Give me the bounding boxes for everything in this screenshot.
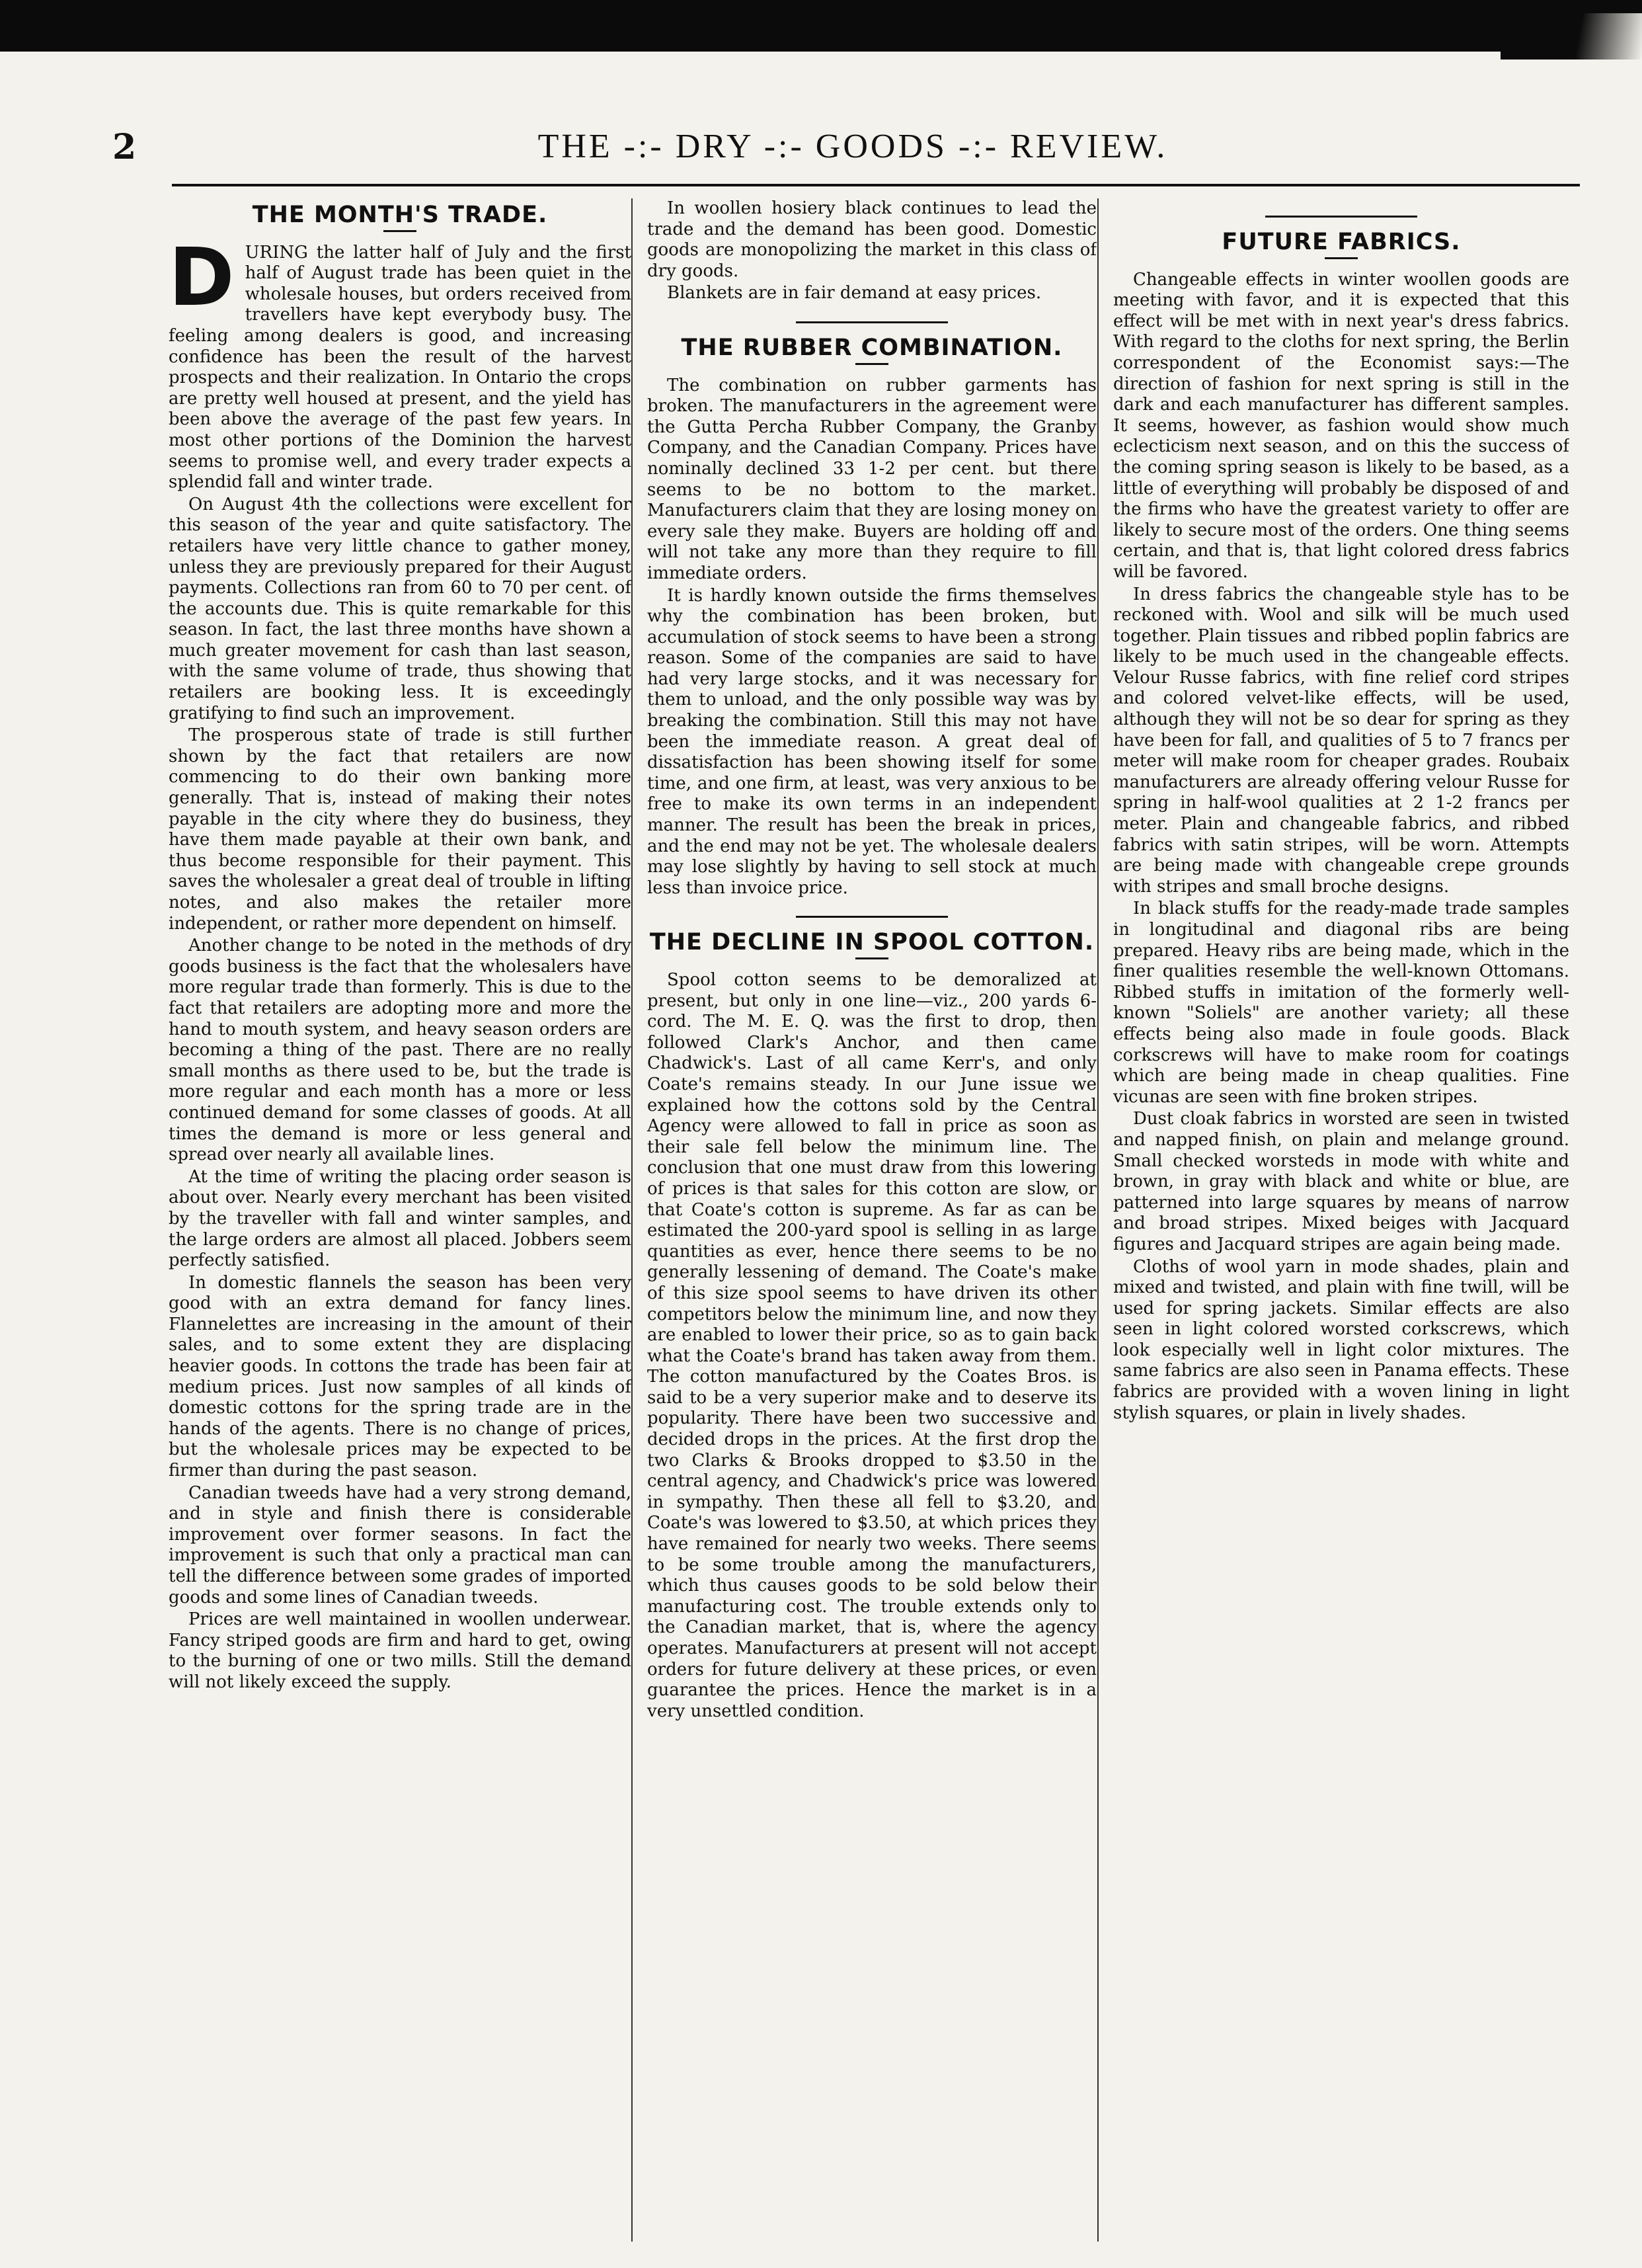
- paragraph: DURING the latter half of July and the first half of August trade has been quiet in the wholesale houses, but orders received from travellers have kept everybody busy. The feeling among dealers is good, and increasing confidence has been the result of the harvest prospects and their realization. In Ontario the crops are pretty well housed at present, and the yield has been above the average of the past few years. In most other portions of the Dominion the harvest seems to promise well, and every trader expects a splendid fall and winter trade.: [169, 231, 631, 493]
- section-separator: [796, 321, 948, 323]
- section-separator: [796, 916, 948, 918]
- paragraph: The prosperous state of trade is still further shown by the fact that retailers are now commencing to do their own banking more generally. That is, instead of making their notes payable in the city where they do business, they have them made payable at their own bank, and thus become responsible for their payment. This saves the wholesaler a great deal of trouble in lifting notes, and also makes the retailer more independent, or rather more dependent on himself.: [169, 725, 631, 934]
- paragraph: In domestic flannels the season has been very good with an extra demand for fancy lines. Flannelettes are increasing in the amount of their sales, and to some extent they are displacing heavier goods. In cottons the trade has been fair at medium prices. Just now samples of all kinds of domestic cottons for the spring trade are in the hands of the agents. There is no change of prices, but the wholesale prices may be expected to be firmer than during the past season.: [169, 1272, 631, 1481]
- paragraph: Prices are well maintained in woollen underwear. Fancy striped goods are firm and hard to get, owing to the burning of one or two mills. Still the demand will not likely exceed the supply.: [169, 1609, 631, 1692]
- paragraph: At the time of writing the placing order season is about over. Nearly every merchant has been visited by the traveller with fall and winter samples, and the large orders are almost all placed. Jobbers seem perfectly satisfied.: [169, 1166, 631, 1271]
- heading-dash: [383, 230, 416, 232]
- heading-months-trade: THE MONTH'S TRADE.: [252, 202, 548, 228]
- column-3: [1097, 198, 1569, 2242]
- paragraph: Cloths of wool yarn in mode shades, plain and mixed and twisted, and plain with fine twill, will be used for spring jackets. Similar effects are also seen in light colored worsted corkscrews, which look especially well in light color mixtures. The same fabrics are also seen in Panama effects. These fabrics are provided with a woven lining in light stylish squares, or plain in lively shades.: [1113, 1256, 1569, 1423]
- paragraph: On August 4th the collections were excellent for this season of the year and quite satisfactory. The retailers have very little chance to gather money, unless they are previously prepared for their August payments. Collections ran from 60 to 70 per cent. of the accounts due. This is quite remarkable for this season. In fact, the last three months have shown a much greater movement for cash than last season, with the same volume of trade, thus showing that retailers are booking less. It is exceedingly gratifying to find such an improvement.: [169, 494, 631, 723]
- paragraph: In black stuffs for the ready-made trade samples in longitudinal and diagonal ribs are being prepared. Heavy ribs are being made, which in the finer qualities resemble the well-known Ottomans. Ribbed stuffs in imitation of the formerly well-known "Soliels" are another variety; all these effects being also made in foule goods. Black corkscrews will have to make room for coatings which are being made in cheap qualities. Fine vicunas are seen with fine broken stripes.: [1113, 899, 1569, 1107]
- paragraph: Canadian tweeds have had a very strong demand, and in style and finish there is considerable improvement over former seasons. In fact the improvement is such that only a practical man can tell the difference between some grades of imported goods and some lines of Canadian tweeds.: [169, 1482, 631, 1607]
- paragraph: In dress fabrics the changeable style has to be reckoned with. Wool and silk will be much used together. Plain tissues and ribbed poplin fabrics are likely to be much used in the changeable effects. Velour Russe fabrics, with fine relief cord stripes and colored velvet-like effects, will be used, although they will not be so dear for spring as they have been for fall, and qualities of 5 to 7 francs per meter will make room for cheaper grades. Roubaix manufacturers are already offering velour Russe for spring in half-wool qualities at 2 1-2 francs per meter. Plain and changeable fabrics, and ribbed fabrics with satin stripes, will be worn. Attempts are being made with changeable crepe grounds with stripes and small broche designs.: [1113, 584, 1569, 897]
- column-2: [631, 198, 1097, 2242]
- paragraph: In woollen hosiery black continues to lead the trade and the demand has been good. Domestic goods are monopolizing the market in this class of dry goods.: [647, 198, 1097, 281]
- heading-spool-cotton: THE DECLINE IN SPOOL COTTON.: [649, 929, 1095, 956]
- scan-top-band: [0, 0, 1642, 52]
- paragraph: It is hardly known outside the firms themselves why the combination has been broken, but accumulation of stock seems to have been a strong reason. Some of the companies are said to have had very large stocks, and it was necessary for them to unload, and the only possible way was by breaking the combination. Still this may not have been the immediate reason. A great deal of dissatisfaction has been showing itself for some time, and one firm, at least, was very anxious to be free to make its own terms in an independent manner. The result has been the break in prices, and the end may not be yet. The wholesale dealers may lose slightly by having to sell stock at much less than invoice price.: [647, 585, 1097, 898]
- paragraph: Dust cloak fabrics in worsted are seen in twisted and napped finish, on plain and melange ground. Small checked worsteds in mode with white and brown, in gray with black and white or blue, are patterned into large squares by means of narrow and broad stripes. Mixed beiges with Jacquard figures and Jacquard stripes are again being made.: [1113, 1109, 1569, 1254]
- paragraph: Spool cotton seems to be demoralized at present, but only in one line—viz., 200 yards 6-cord. The M. E. Q. was the first to drop, then followed Clark's Anchor, and then came Chadwick's. Last of all came Kerr's, and only Coate's remains steady. In our June issue we explained how the cottons sold by the Central Agency were allowed to fall in price as soon as their sale fell below the minimum line. The conclusion that one must draw from this lowering of prices is that sales for this cotton are slow, or that Coate's cotton is supreme. As far as can be estimated the 200-yard spool is selling in as large quantities as ever, hence there seems to be no generally lessening of demand. The Coate's make of this size spool seems to have driven its other competitors below the minimum line, and now they are enabled to lower their price, so as to gain back what the Coate's brand has taken away from them. The cotton manufactured by the Coates Bros. is said to be a very superior make and to deserve its popularity. There have been two successive and decided drops in the prices. At the first drop the two Clarks & Brooks dropped to $3.50 in the central agency, and Chadwick's price was lowered in sympathy. Then these all fell to $3.20, and Coate's was lowered to $3.50, at which prices they have remained for nearly two weeks. There seems to be some trouble among the manufacturers, which thus causes goods to be sold below their manufacturing cost. The trouble extends only to the Canadian market, that is, where the agency operates. Manufacturers at present will not accept orders for future delivery at these prices, or even guarantee the prices. Hence the market is in a very unsettled condition.: [647, 970, 1097, 1721]
- paragraph: Another change to be noted in the methods of dry goods business is the fact that the wholesalers have more regular trade than formerly. This is due to the fact that retailers are adopting more and more the hand to mouth system, and heavy season orders are becoming a thing of the past. There are no really small months as there used to be, but the trade is more regular and each month has a more or less continued demand for some classes of goods. At all times the demand is more or less general and spread over nearly all available lines.: [169, 936, 631, 1165]
- heading-rubber-combination: THE RUBBER COMBINATION.: [681, 334, 1063, 361]
- column-1: [169, 198, 631, 2242]
- paragraph: Changeable effects in winter woollen goods are meeting with favor, and it is expected that this effect will be met with in next year's dress fabrics. With regard to the cloths for next spring, the Berlin correspondent of the Economist says:—The direction of fashion for next spring is still in the dark and each manufacturer has different samples. It seems, however, as fashion would show much eclecticism next season, and on this the success of the coming spring season is likely to be based, as a little of everything will probably be disposed of and the firms who have the greatest variety to offer are likely to secure most of the orders. One thing seems certain, and that is, that light colored dress fabrics will be favored.: [1113, 269, 1569, 582]
- heading-dash: [1325, 257, 1358, 259]
- paragraph: The combination on rubber garments has broken. The manufacturers in the agreement were the Gutta Percha Rubber Company, the Granby Company, and the Canadian Company. Prices have nominally declined 33 1-2 per cent. but there seems to be no bottom to the market. Manufacturers claim that they are losing money on every sale they make. Buyers are holding off and will not take any more than they require to fill immediate orders.: [647, 375, 1097, 583]
- section-separator: [1265, 216, 1417, 218]
- masthead-rule: [172, 184, 1580, 186]
- scan-top-band-edge: [1501, 13, 1642, 60]
- drop-cap: D: [169, 231, 235, 324]
- heading-dash: [855, 363, 888, 365]
- paragraph: Blankets are in fair demand at easy prices.: [667, 283, 1042, 304]
- masthead: THE -:- DRY -:- GOODS -:- REVIEW.: [537, 128, 1168, 165]
- page-number: 2: [112, 127, 137, 167]
- heading-dash: [855, 957, 888, 959]
- heading-future-fabrics: FUTURE FABRICS.: [1222, 229, 1461, 255]
